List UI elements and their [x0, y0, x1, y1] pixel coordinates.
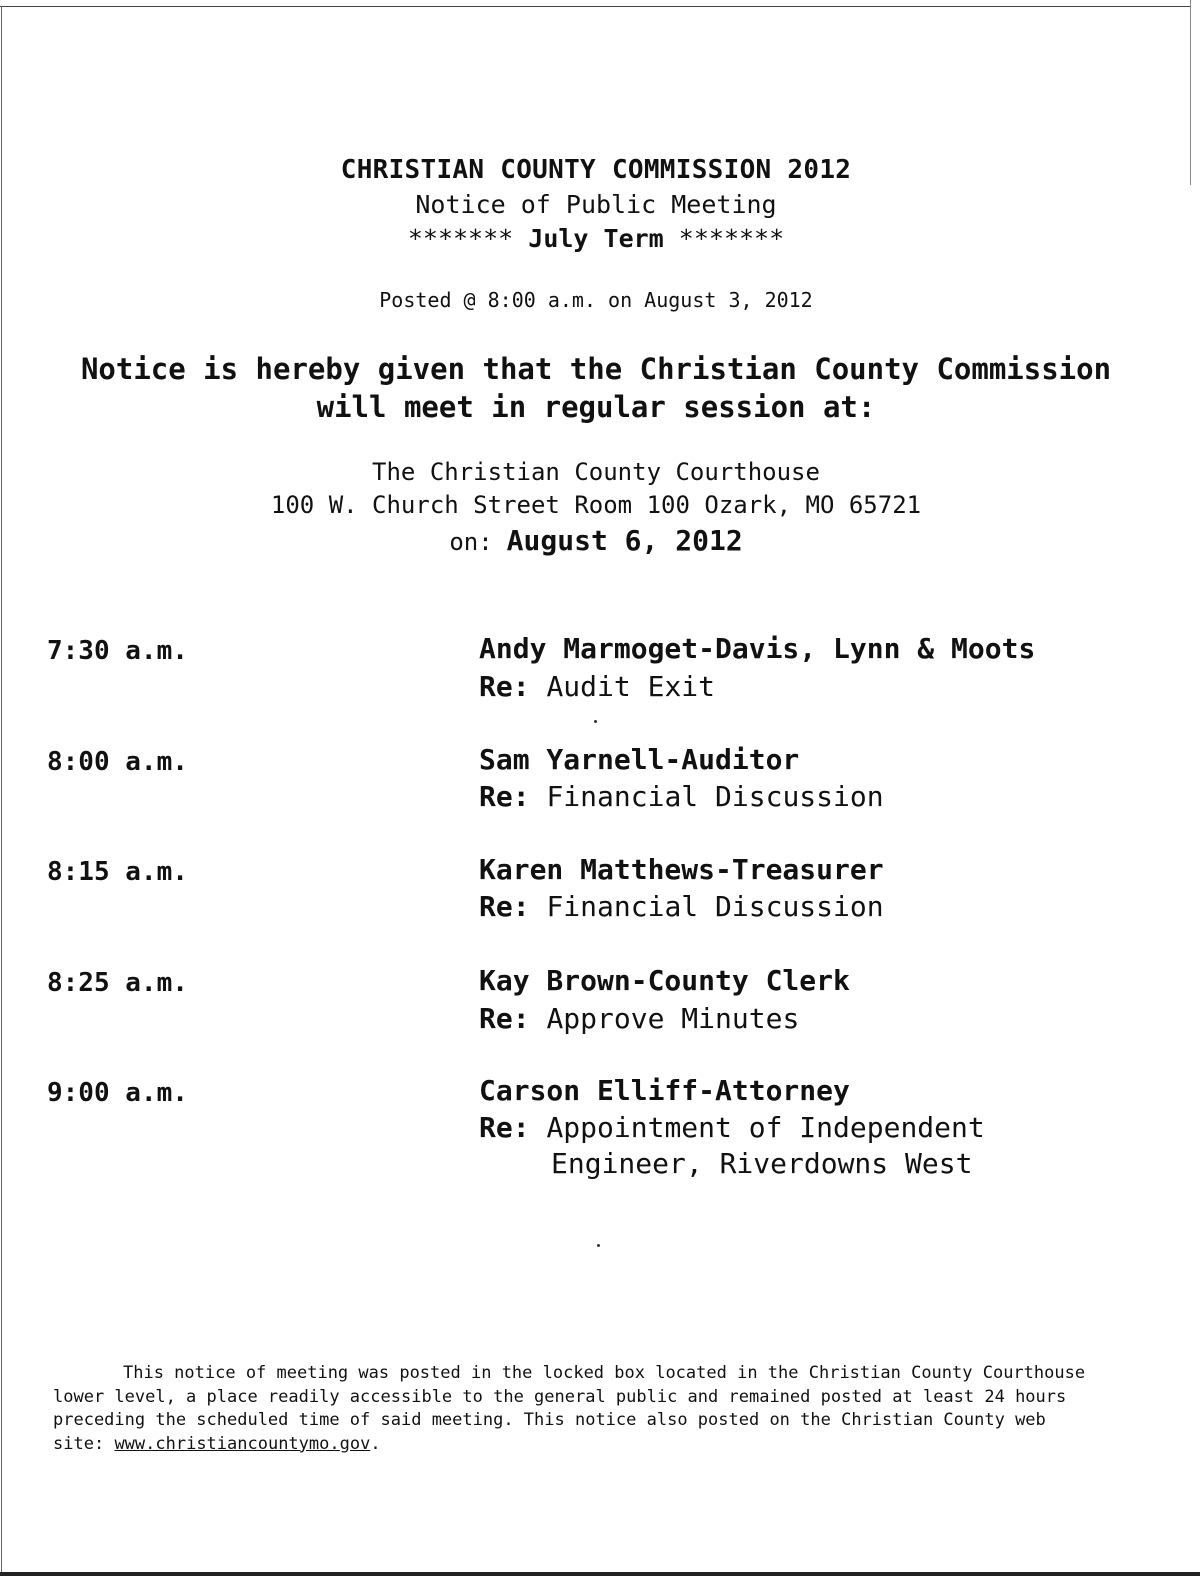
- agenda-subject-text: Audit Exit: [546, 670, 716, 703]
- footer-line: lower level, a place readily accessible to the general public and remained posted at least 24 hours: [53, 1386, 1067, 1407]
- agenda-subject: [479, 1111, 985, 1144]
- term-stars-left: *******: [407, 224, 514, 253]
- agenda-subject: [479, 890, 884, 923]
- footer-line: This notice of meeting was posted in the locked box located in the Christian County Courthouse: [123, 1363, 1086, 1383]
- agenda-time: 9:00 a.m.: [47, 1078, 188, 1108]
- agenda-time: 8:00 a.m.: [47, 747, 188, 777]
- agenda-subject-text: Financial Discussion: [546, 780, 884, 813]
- agenda-presenter: Andy Marmoget-Davis, Lynn & Moots: [479, 632, 1036, 665]
- term-label: July Term: [528, 224, 664, 253]
- footer-line: preceding the scheduled time of said meeting. This notice also posted on the Christian County web: [53, 1410, 1046, 1430]
- re-label: Re:: [479, 1002, 530, 1035]
- agenda-time: 8:15 a.m.: [47, 857, 188, 887]
- document-subtitle: Notice of Public Meeting: [415, 190, 777, 219]
- agenda-subject: [479, 1002, 799, 1035]
- agenda-subject-text: Approve Minutes: [546, 1002, 800, 1035]
- agenda-subject: [479, 780, 884, 813]
- agenda-subject: [479, 670, 715, 703]
- agenda-presenter: Karen Matthews-Treasurer: [479, 853, 884, 886]
- scan-speck: [594, 720, 597, 723]
- agenda-presenter: Carson Elliff-Attorney: [479, 1074, 850, 1107]
- document-title: CHRISTIAN COUNTY COMMISSION 2012: [340, 155, 852, 185]
- footer-line: site: www.christiancountymo.gov.: [53, 1433, 381, 1454]
- posted-line: Posted @ 8:00 a.m. on August 3, 2012: [379, 288, 813, 312]
- re-label: Re:: [479, 670, 530, 703]
- re-label: Re:: [479, 890, 530, 923]
- agenda-presenter: Kay Brown-County Clerk: [479, 964, 850, 997]
- agenda-subject-continued: Engineer, Riverdowns West: [551, 1147, 973, 1180]
- agenda-subject-text: Financial Discussion: [546, 890, 884, 923]
- meeting-date: August 6, 2012: [506, 524, 743, 557]
- page-border-top: [0, 6, 1190, 7]
- notice-line-1: Notice is hereby given that the Christian County Commission: [80, 352, 1112, 386]
- term-line: [0, 224, 1192, 253]
- location-building: The Christian County Courthouse: [372, 458, 820, 486]
- website-link[interactable]: www.christiancountymo.gov: [114, 1433, 371, 1454]
- agenda-time: 8:25 a.m.: [47, 968, 188, 998]
- agenda-time: 7:30 a.m.: [47, 636, 188, 666]
- scan-speck: [597, 1244, 600, 1247]
- location-address: 100 W. Church Street Room 100 Ozark, MO 65721: [270, 491, 922, 519]
- posting-statement: [53, 1362, 1143, 1456]
- notice-line-2: will meet in regular session at:: [316, 390, 876, 424]
- on-label: on:: [449, 528, 493, 556]
- meeting-date-line: [0, 524, 1192, 557]
- re-label: Re:: [479, 780, 530, 813]
- re-label: Re:: [479, 1111, 530, 1144]
- page-border-bottom: [0, 1572, 1200, 1576]
- agenda-presenter: Sam Yarnell-Auditor: [479, 743, 800, 776]
- term-stars-right: *******: [678, 224, 785, 253]
- agenda-subject-text: Appointment of Independent: [546, 1111, 985, 1144]
